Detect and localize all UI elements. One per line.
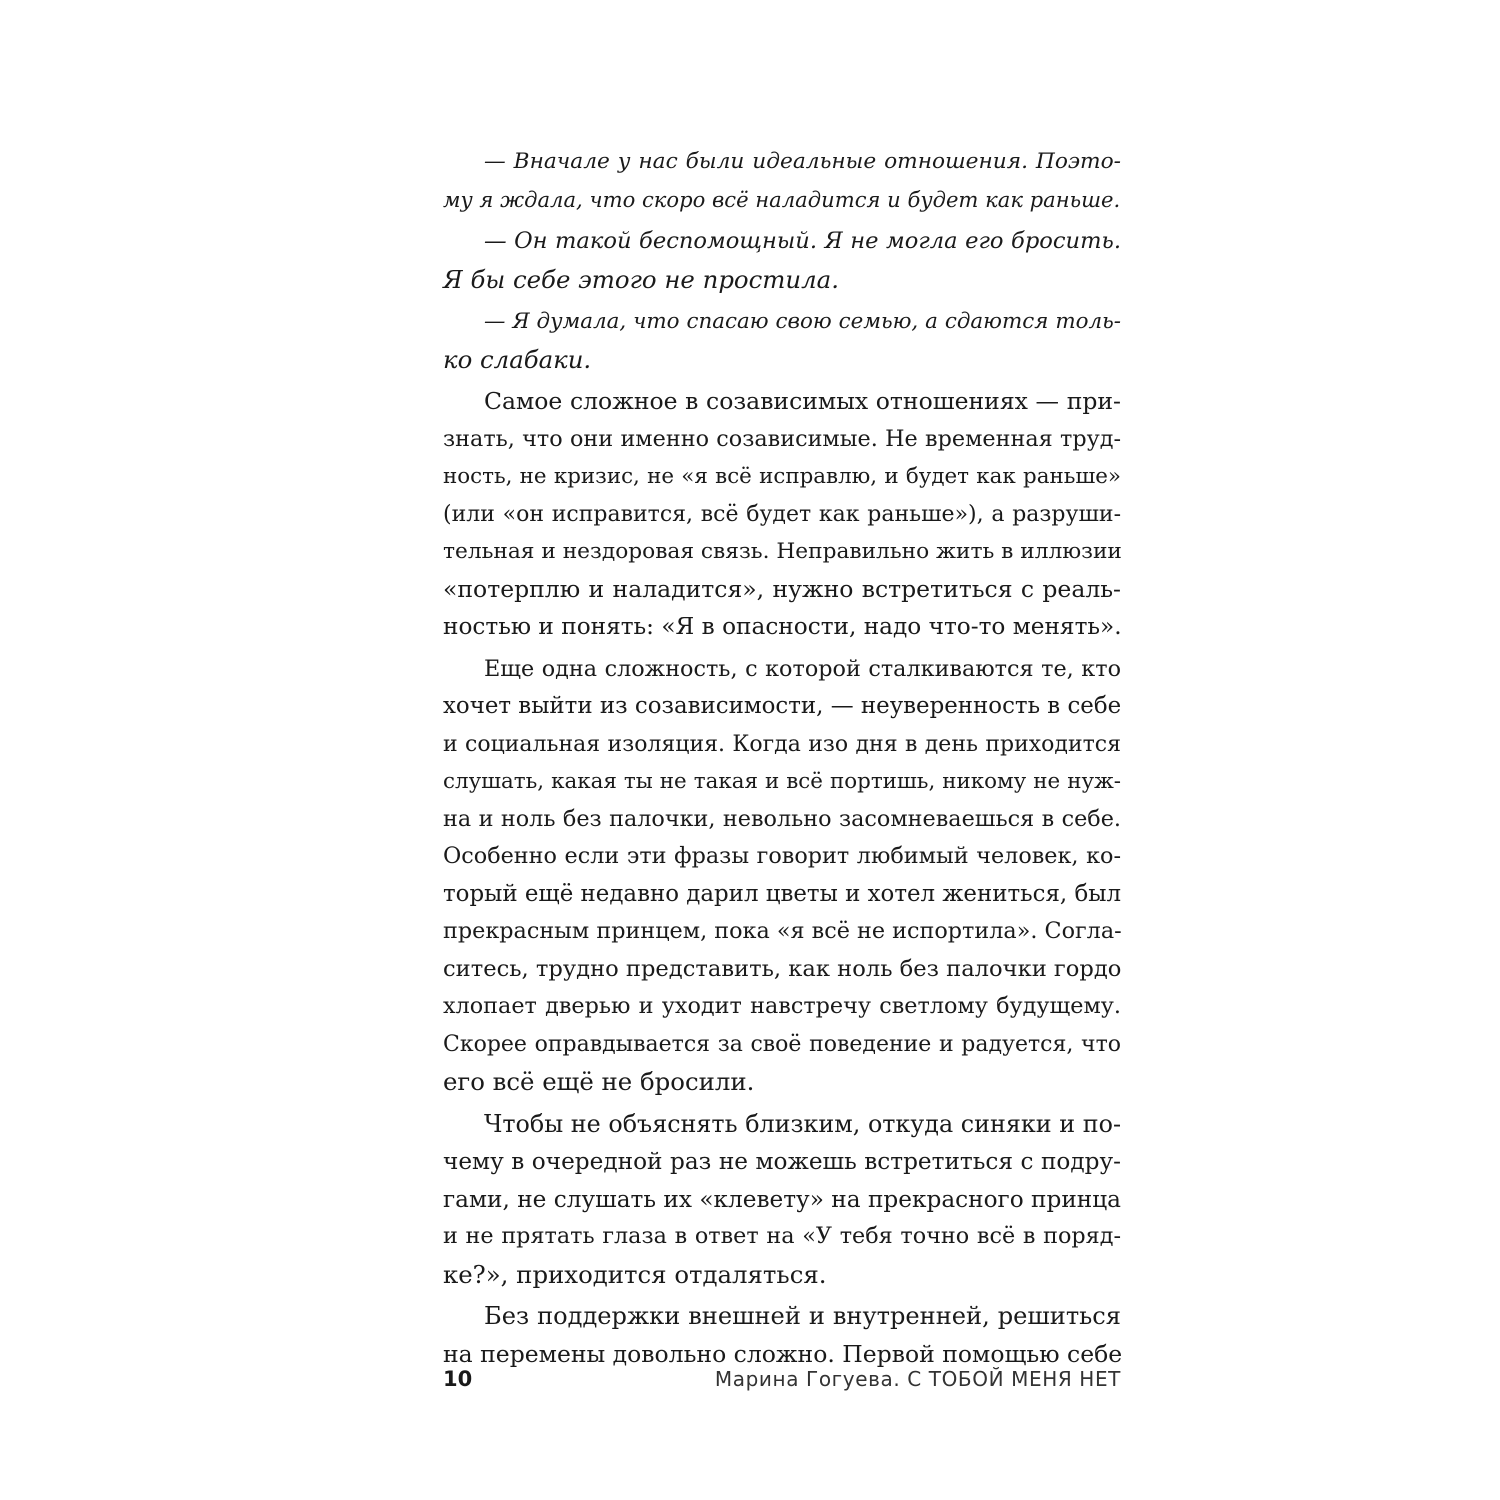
text-line: Еще одна сложность, с которой сталкиваются те, кто	[484, 655, 1121, 682]
text-line: «потерплю и наладится», нужно встретиться с реаль-	[443, 574, 1121, 603]
text-line: — Вначале у нас были идеальные отношения. Поэто-	[484, 149, 1121, 174]
text-line: Чтобы не объяснять близким, откуда синяки и по-	[484, 1109, 1121, 1138]
running-title: Марина Гогуева. С ТОБОЙ МЕНЯ НЕТ	[714, 1367, 1121, 1391]
text-line: и социальная изоляция. Когда изо дня в день приходится	[443, 731, 1121, 757]
page-number: 10	[443, 1367, 473, 1391]
text-line: хочет выйти из созависимости, — неуверенность в себе	[443, 693, 1122, 719]
text-line: ситесь, трудно представить, как ноль без палочки гордо	[443, 955, 1122, 982]
text-line: ностью и понять: «Я в опасности, надо что-то менять».	[443, 613, 1122, 640]
text-line: му я ждала, что скоро всё наладится и будет как раньше.	[443, 186, 1121, 212]
text-line: и не прятать глаза в ответ на «У тебя точно всё в поряд-	[443, 1223, 1121, 1249]
text-line: ность, не кризис, не «я всё исправлю, и будет как раньше»	[443, 464, 1121, 489]
body-text	[443, 143, 1121, 1373]
text-line: Самое сложное в созависимых отношениях — при-	[484, 387, 1121, 415]
text-line: (или «он исправится, всё будет как раньше»), а разруши-	[443, 501, 1121, 527]
text-line: ке?», приходится отдаляться.	[443, 1259, 827, 1289]
text-line: прекрасным принцем, пока «я всё не испортила». Согла-	[443, 918, 1122, 944]
text-line: Особенно если эти фразы говорит любимый человек, ко-	[443, 843, 1121, 869]
text-line: на перемены довольно сложно. Первой помощью себе	[443, 1339, 1123, 1368]
text-line: гами, не слушать их «клевету» на прекрасного принца	[443, 1185, 1121, 1213]
text-line: — Он такой беспомощный. Я не могла его бросить.	[484, 228, 1121, 254]
page-footer	[443, 1364, 1121, 1394]
text-line: его всё ещё не бросили.	[443, 1067, 755, 1096]
text-line: слушать, какая ты не такая и всё портишь, никому не нуж-	[443, 769, 1121, 794]
text-line: Скорее оправдывается за своё поведение и радуется, что	[443, 1031, 1121, 1057]
text-line: ко слабаки.	[443, 344, 592, 374]
text-line: Без поддержки внешней и внутренней, решиться	[484, 1302, 1121, 1330]
text-line: тельная и нездоровая связь. Неправильно жить в иллюзии	[443, 539, 1122, 564]
text-line: чему в очередной раз не можешь встретиться с подру-	[443, 1148, 1121, 1175]
text-line: на и ноль без палочки, невольно засомневаешься в себе.	[443, 805, 1121, 832]
text-line: — Я думала, что спасаю свою семью, а сдаются толь-	[484, 309, 1121, 334]
text-line: хлопает дверью и уходит навстречу светлому будущему.	[443, 993, 1121, 1019]
text-line: торый ещё недавно дарил цветы и хотел жениться, был	[443, 880, 1121, 907]
text-line: Я бы себе этого не простила.	[443, 264, 839, 294]
text-line: знать, что они именно созависимые. Не временная труд-	[443, 425, 1121, 452]
